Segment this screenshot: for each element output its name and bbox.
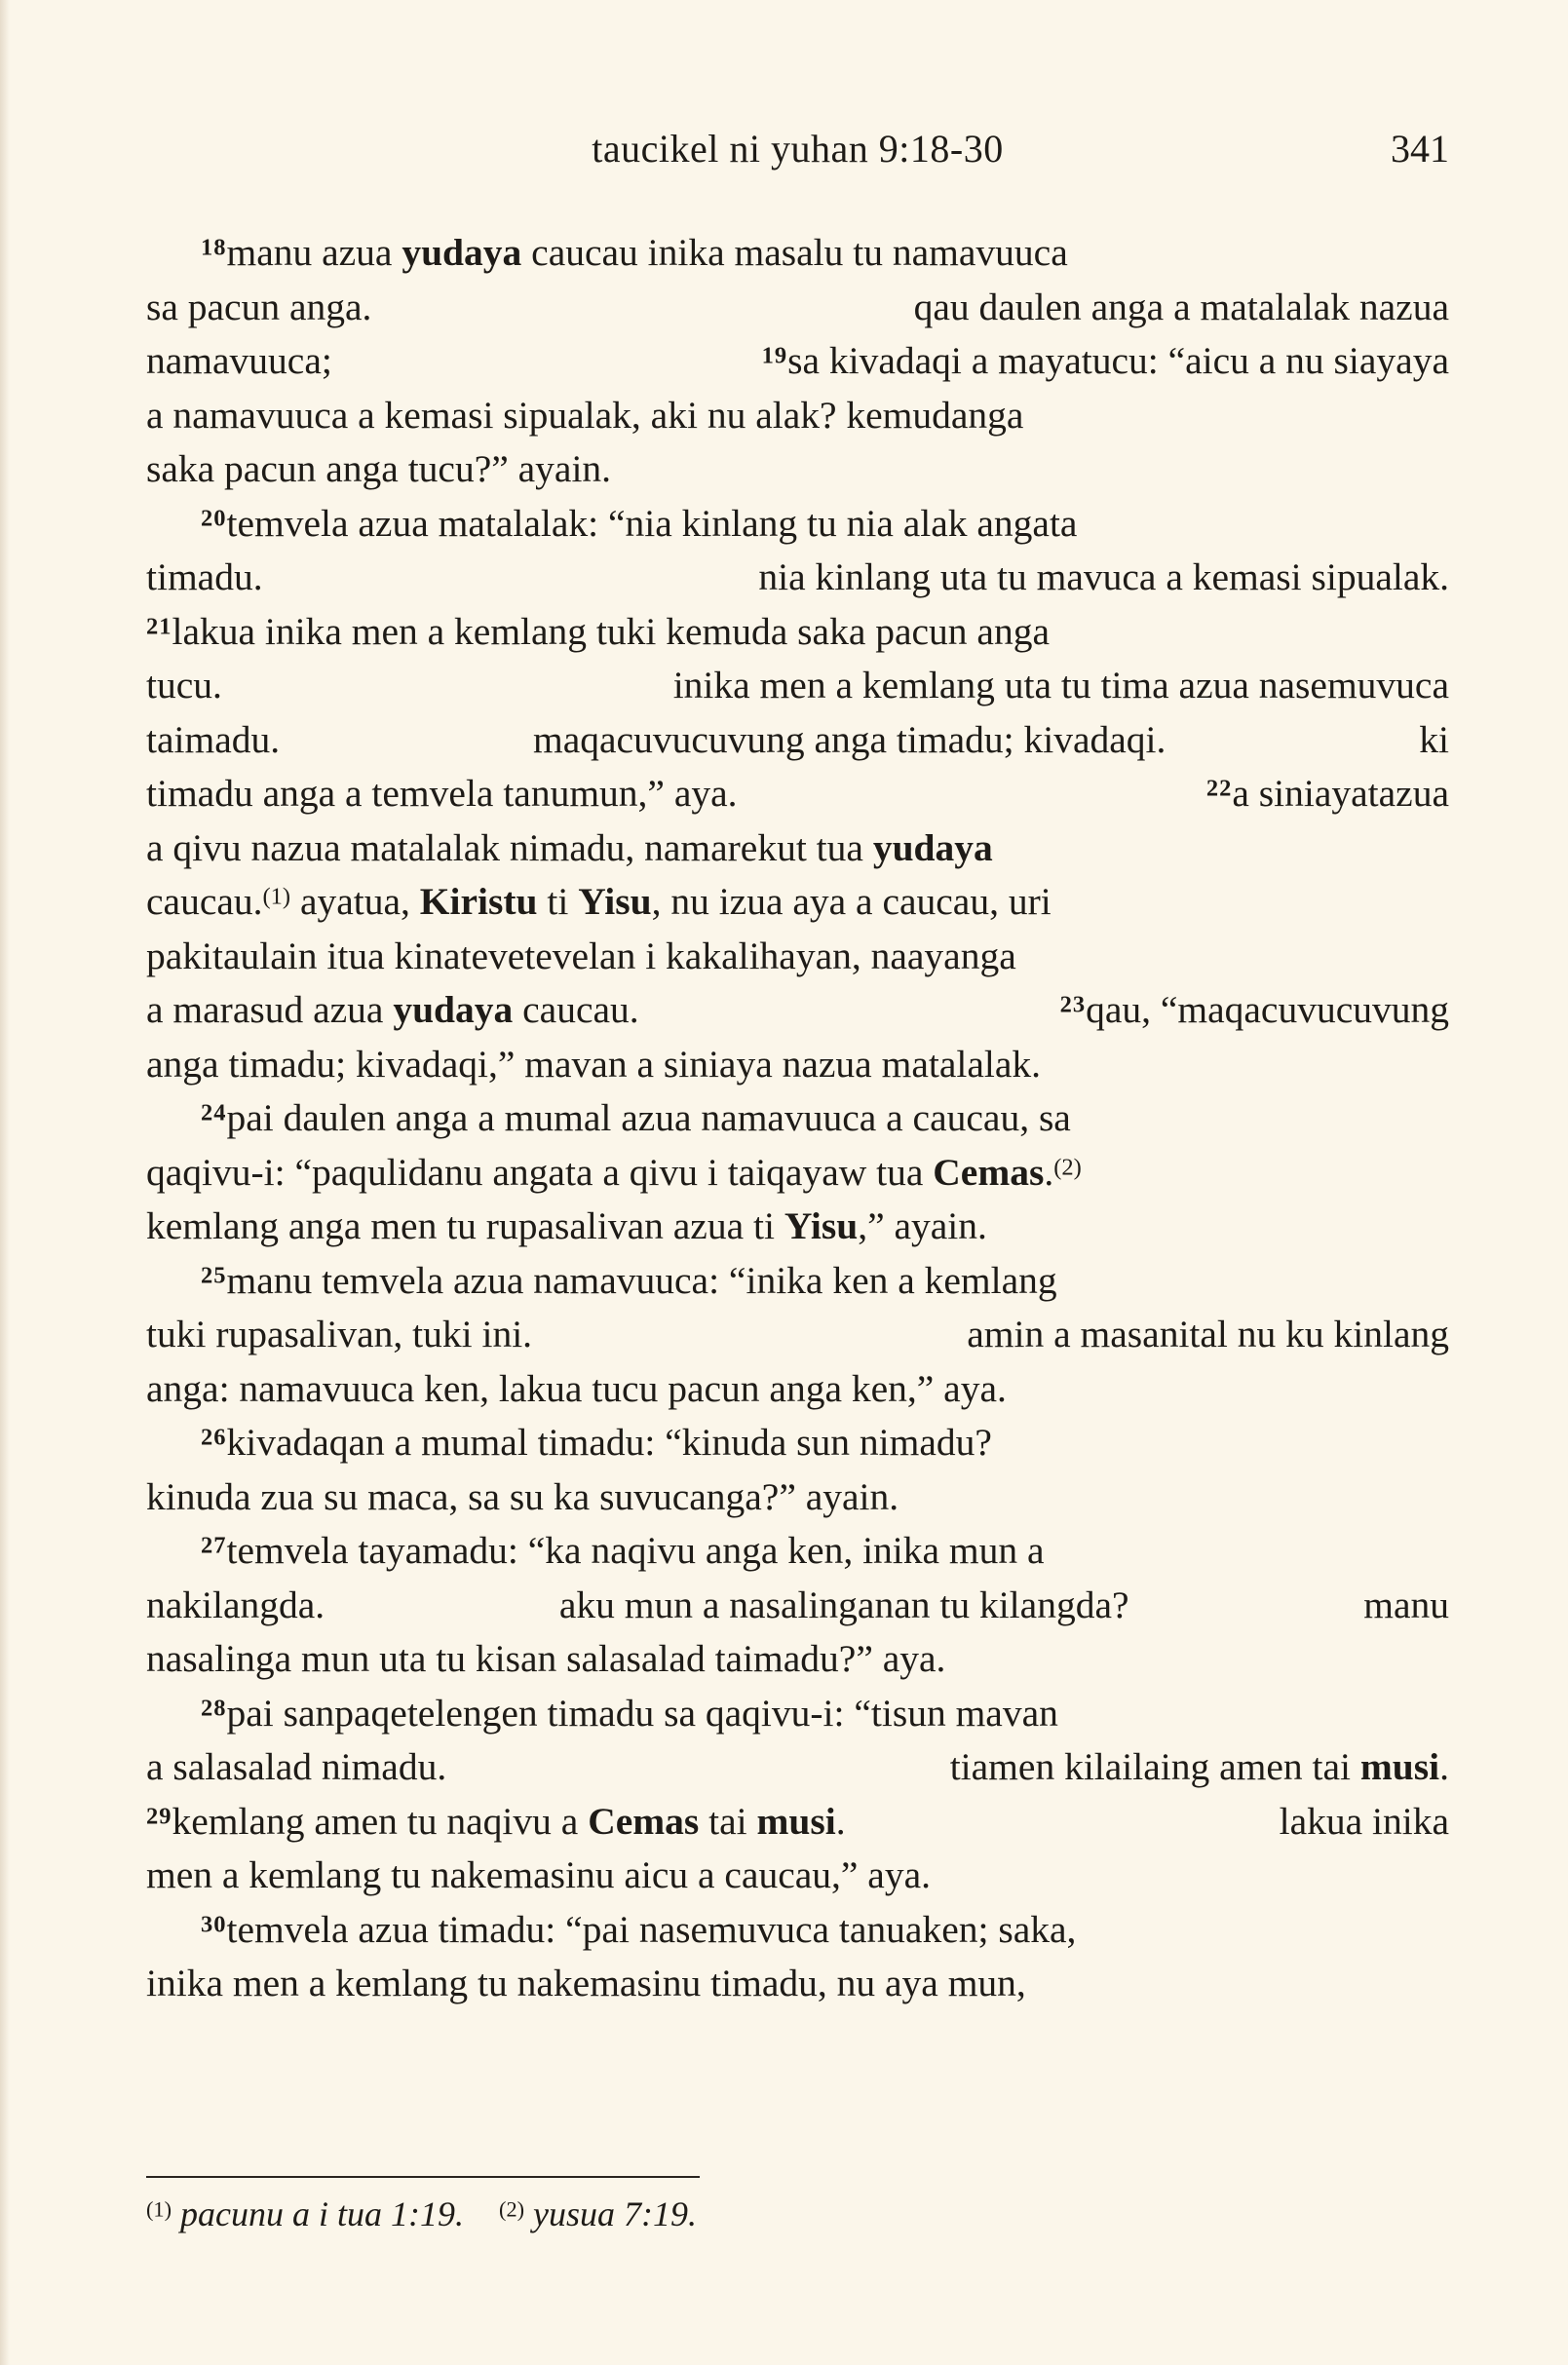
text-line	[146, 1524, 1449, 1579]
verse-number: 21	[146, 613, 172, 640]
verse-number: 23	[1059, 991, 1087, 1018]
text-line	[146, 226, 1449, 281]
verse-number: 29	[146, 1803, 172, 1830]
running-title: taucikel ni yuhan 9:18-30	[592, 127, 1004, 171]
verse-number: 22	[1205, 775, 1233, 802]
text-line: sa pacun anga. qau daulen anga a matalalak nazua	[146, 285, 1449, 328]
text-line: timadu. nia kinlang uta tu mavuca a kemasi sipualak.	[146, 555, 1449, 598]
text-line	[146, 1416, 1449, 1470]
verse-number: 28	[201, 1695, 227, 1722]
text-line: a qivu nazua matalalak nimadu, namarekut tua yudaya	[146, 825, 993, 869]
footnote-divider	[146, 2176, 700, 2178]
text-line	[146, 1254, 1449, 1309]
verse-29: $^{29}$kemlang amen tu naqivu a Cemas tai musi.	[146, 1799, 846, 1843]
footnotes	[146, 2193, 1449, 2235]
text-line: taimadu. maqacuvucuvung anga timadu; kivadaqi. ki	[146, 717, 1449, 761]
text-line: caucau.$^{(1)}$ ayatua, Kiristu ti Yisu, nu izua aya a caucau, uri	[146, 880, 1052, 923]
page-edge-shadow	[0, 0, 10, 2365]
verse-24: $^{24}$pai daulen anga a mumal azua namavuuca a caucau, sa	[201, 1096, 1071, 1139]
text-line: kemlang anga men tu rupasalivan azua ti Yisu,” ayain.	[146, 1204, 987, 1247]
text-line: nasalinga mun uta tu kisan salasalad taimadu?” aya.	[146, 1637, 946, 1680]
verse-number: 24	[201, 1099, 227, 1126]
verse-21: $^{21}$lakua inika men a kemlang tuki kemuda saka pacun anga	[146, 609, 1050, 653]
text-line: nakilangda. aku mun a nasalinganan tu kilangda? manu	[146, 1583, 1449, 1626]
text-line	[146, 605, 1449, 660]
text-line: tucu. inika men a kemlang uta tu tima azua nasemuvuca	[146, 664, 1449, 706]
text-line: a salasalad nimadu. tiamen kilailaing amen tai musi.	[146, 1745, 1449, 1788]
verse-23: $^{23}$qau, “maqacuvucuvung	[1059, 988, 1449, 1031]
footnote-2: $^{(2)}$ yusua 7:19.	[499, 2194, 698, 2233]
text-line: kinuda zua su maca, sa su ka suvucanga?” ayain.	[146, 1474, 899, 1518]
verse-number: 18	[201, 234, 227, 261]
text-line: namavuuca; $^{19}$sa kivadaqi a mayatucu: “aicu a nu siayaya	[146, 334, 1449, 389]
verse-number: 25	[201, 1262, 227, 1289]
verse-19: $^{19}$sa kivadaqi a mayatucu: “aicu a nu siayaya	[761, 339, 1449, 382]
text-line: timadu anga a temvela tanumun,” aya. $^{22}$a siniayatazua	[146, 767, 1449, 821]
verse-20: $^{20}$temvela azua matalalak: “nia kinlang tu nia alak angata	[201, 501, 1078, 545]
text-line: a namavuuca a kemasi sipualak, aki nu alak? kemudanga	[146, 393, 1024, 437]
verse-18: $^{18}$manu azua yudaya caucau inika masalu tu namavuuca	[201, 231, 1068, 274]
text-line: inika men a kemlang tu nakemasinu timadu, nu aya mun,	[146, 1962, 1026, 2004]
footnote-1: $^{(1)}$ pacunu a i tua 1:19.	[146, 2194, 465, 2233]
verse-number: 19	[761, 342, 788, 369]
text-line	[146, 1903, 1449, 1958]
verse-number: 20	[201, 505, 227, 532]
text-line	[146, 1687, 1449, 1741]
page-number: 341	[1391, 127, 1449, 171]
verse-27: $^{27}$temvela tayamadu: “ka naqivu anga ken, inika mun a	[201, 1529, 1045, 1572]
verse-number: 27	[201, 1532, 227, 1559]
footnote-ref-1: (1)	[262, 883, 291, 910]
text-line: men a kemlang tu nakemasinu aicu a caucau,” aya.	[146, 1853, 931, 1896]
verse-22: $^{22}$a siniayatazua	[1205, 772, 1449, 815]
verse-28: $^{28}$pai sanpaqetelengen timadu sa qaqivu-i: “tisun mavan	[201, 1691, 1058, 1735]
text-line: pakitaulain itua kinatevetevelan i kakalihayan, naayanga	[146, 934, 1016, 977]
footnote-ref-2: (2)	[1053, 1154, 1082, 1181]
text-line: anga: namavuuca ken, lakua tucu pacun anga ken,” aya.	[146, 1366, 1007, 1410]
verse-number: 30	[201, 1911, 227, 1938]
scripture-text	[146, 226, 1449, 2011]
text-line	[146, 1091, 1449, 1146]
verse-30: $^{30}$temvela azua timadu: “pai nasemuvuca tanuaken; saka,	[201, 1907, 1077, 1951]
running-header	[146, 115, 1449, 183]
text-line	[146, 497, 1449, 552]
text-line: tuki rupasalivan, tuki ini. amin a masanital nu ku kinlang	[146, 1313, 1449, 1355]
verse-25: $^{25}$manu temvela azua namavuuca: “inika ken a kemlang	[201, 1258, 1057, 1302]
text-line: qaqivu-i: “paqulidanu angata a qivu i taiqayaw tua Cemas.$^{(2)}$	[146, 1150, 1082, 1194]
verse-26: $^{26}$kivadaqan a mumal timadu: “kinuda sun nimadu?	[201, 1421, 992, 1464]
verse-number: 26	[201, 1424, 227, 1451]
text-line: anga timadu; kivadaqi,” mavan a siniaya nazua matalalak.	[146, 1042, 1041, 1086]
text-line: saka pacun anga tucu?” ayain.	[146, 447, 612, 490]
text-line: $^{29}$kemlang amen tu naqivu a Cemas tai musi. lakua inika	[146, 1795, 1449, 1850]
text-line: a marasud azua yudaya caucau. $^{23}$qau, “maqacuvucuvung	[146, 983, 1449, 1038]
